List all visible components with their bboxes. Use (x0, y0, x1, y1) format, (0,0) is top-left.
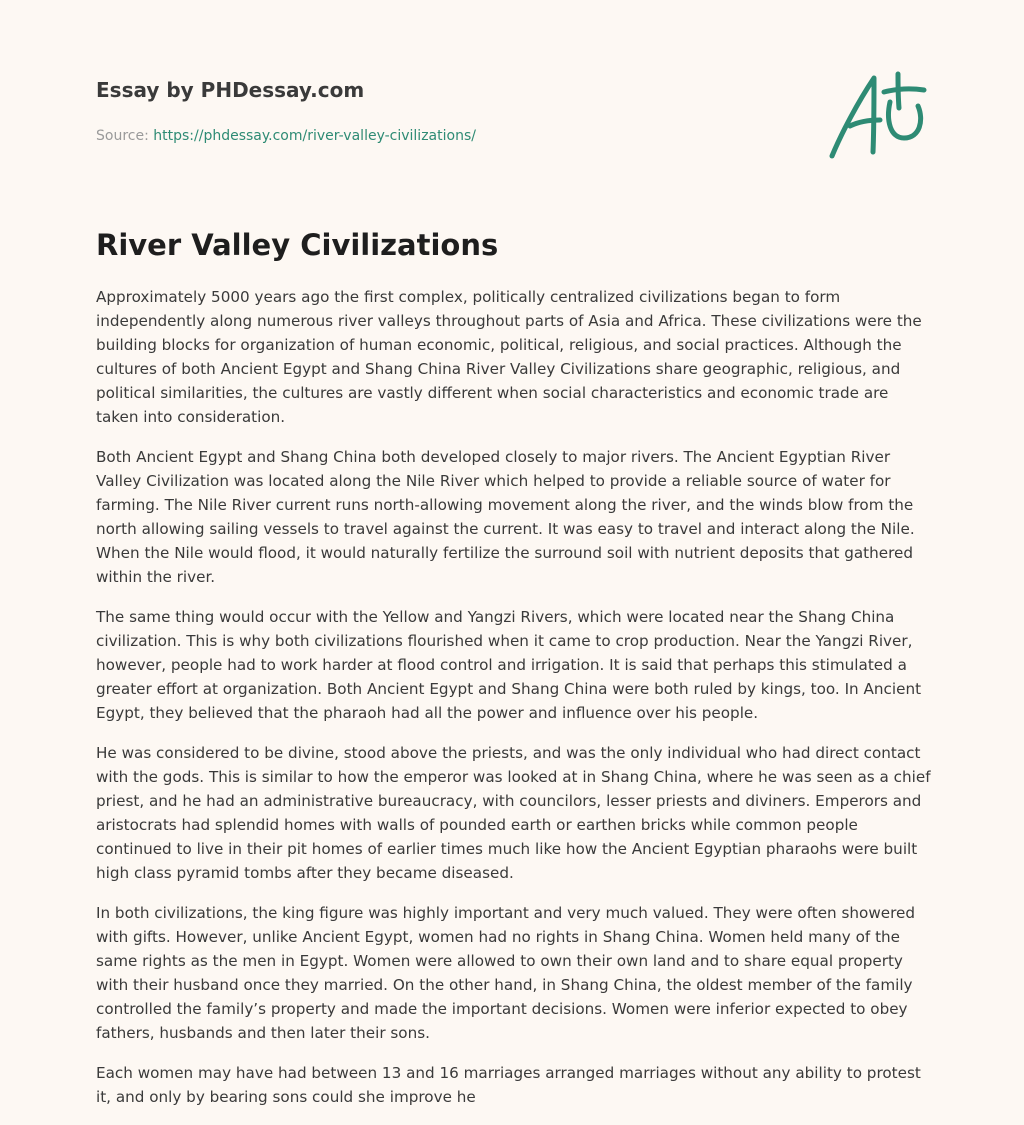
source-line (96, 126, 928, 146)
essay-header (96, 76, 928, 186)
essay-paragraph: The same thing would occur with the Yellow and Yangzi Rivers, which were located near the Shang China civilization. This is why both civilizations flourished when it came to crop production. Near the Yangzi River, however, people had to work harder at flood control and irrigation. It is said that perhaps this stimulated a greater effort at organization. Both Ancient Egypt and Shang China were both ruled by kings, too. In Ancient Egypt, they believed that the pharaoh had all the power and influence over his people. (96, 608, 922, 722)
a-plus-logo-icon (828, 70, 928, 162)
brand-title: Essay by PHDessay.com (96, 78, 365, 102)
essay-paragraph: Each women may have had between 13 and 16 marriages arranged marriages without any ability to protest it, and only by bearing sons could she improve he (96, 1064, 921, 1106)
essay-title: River Valley Civilizations (96, 228, 499, 262)
source-label: Source: (96, 128, 149, 144)
essay-paragraph: Approximately 5000 years ago the first complex, politically centralized civilizations began to form independently along numerous river valleys throughout parts of Asia and Africa. These civilizations were the building blocks for organization of human economic, political, religious, and social practices. Although the cultures of both Ancient Egypt and Shang China River Valley Civilizations share geographic, religious, and political similarities, the cultures are vastly different when social characteristics and economic trade are taken into consideration. (96, 288, 922, 426)
essay-paragraph: Both Ancient Egypt and Shang China both developed closely to major rivers. The Ancient Egyptian River Valley Civilization was located along the Nile River which helped to provide a reliable source of water for farming. The Nile River current runs north-allowing movement along the river, and the winds blow from the north allowing sailing vessels to travel against the current. It was easy to travel and interact along the Nile. When the Nile would flood, it would naturally fertilize the surround soil with nutrient deposits that gathered within the river. (96, 448, 915, 586)
source-link[interactable]: https://phdessay.com/river-valley-civilizations/ (153, 128, 476, 144)
essay-body (96, 285, 932, 1125)
essay-paragraph: He was considered to be divine, stood above the priests, and was the only individual who had direct contact with the gods. This is similar to how the emperor was looked at in Shang China, where he was seen as a chief priest, and he had an administrative bureaucracy, with councilors, lesser priests and diviners. Emperors and aristocrats had splendid homes with walls of pounded earth or earthen bricks while common people continued to live in their pit homes of earlier times much like how the Ancient Egyptian pharaohs were built high class pyramid tombs after they became diseased. (96, 744, 931, 882)
essay-paragraph: In both civilizations, the king figure was highly important and very much valued. They were often showered with gifts. However, unlike Ancient Egypt, women had no rights in Shang China. Women held many of the same rights as the men in Egypt. Women were allowed to own their own land and to share equal property with their husband once they married. On the other hand, in Shang China, the oldest member of the family controlled the family’s property and made the important decisions. Women were inferior expected to obey fathers, husbands and then later their sons. (96, 904, 915, 1042)
